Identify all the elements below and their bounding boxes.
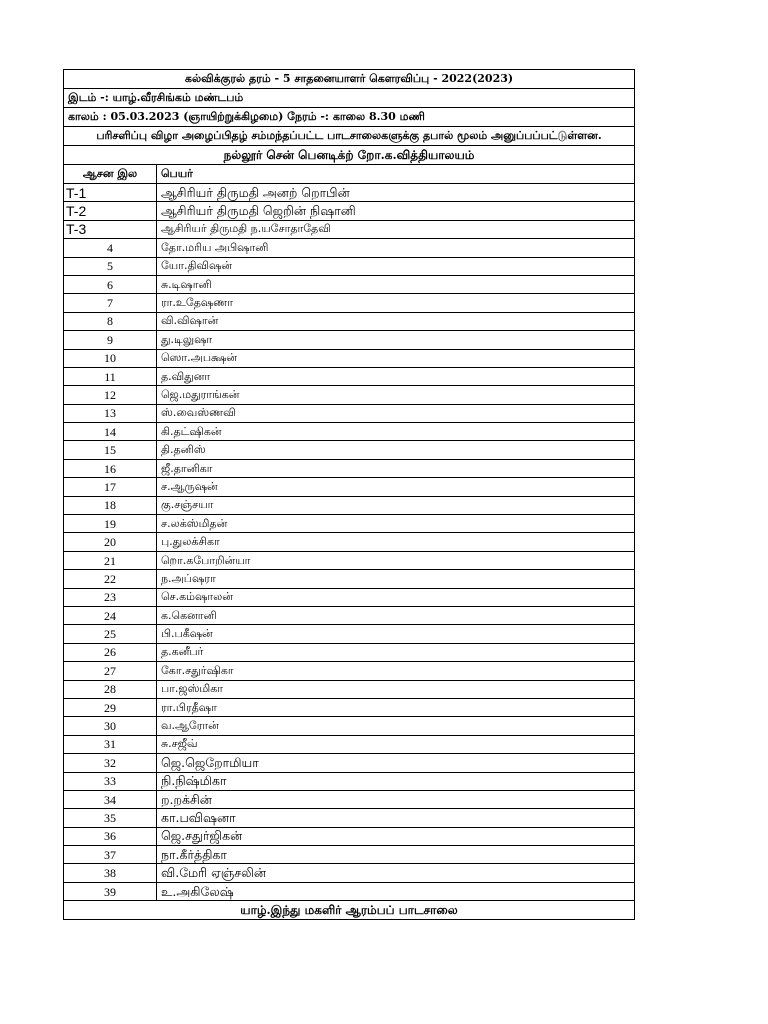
seat-number-cell: 38 <box>64 864 157 882</box>
seat-number-cell: 20 <box>64 533 157 551</box>
table-row <box>64 275 635 293</box>
table-row <box>64 496 635 514</box>
seat-number-cell: 18 <box>64 496 157 514</box>
student-name-cell: ஆசிரியர் திருமதி ஜெறின் நிஷானி <box>157 202 635 220</box>
student-name-cell: சு.டிஷானி <box>157 275 635 293</box>
student-name-cell: ஜெ.மதுராங்கன் <box>157 386 635 404</box>
student-name-cell: வி.விஷான் <box>157 312 635 330</box>
seat-number-cell: 39 <box>64 882 157 900</box>
next-school-heading: யாழ்.இந்து மகளிர் ஆரம்பப் பாடசாலை <box>64 901 635 920</box>
student-name-cell: கா.பவிஷனா <box>157 809 635 827</box>
seat-number-cell: 25 <box>64 625 157 643</box>
seat-number-cell: 12 <box>64 386 157 404</box>
table-row <box>64 551 635 569</box>
table-row <box>64 662 635 680</box>
student-name-cell: நி.நிஷ்மிகா <box>157 772 635 790</box>
seat-number-cell: 21 <box>64 551 157 569</box>
student-name-cell: ச.லக்ஸ்மிதன் <box>157 515 635 533</box>
document-title: கல்விக்குரல் தரம் - 5 சாதனையாளர் கௌரவிப்பு - 2022(2023) <box>64 70 635 89</box>
student-name-cell: ஸொ.அபக்ஷன் <box>157 349 635 367</box>
seat-number-cell: 36 <box>64 827 157 845</box>
award-seating-table <box>63 69 635 920</box>
table-row <box>64 735 635 753</box>
seat-number-cell: T-1 <box>64 184 157 202</box>
student-name-cell: கு.சஞ்சயா <box>157 496 635 514</box>
student-name-cell: கோ.சதுர்ஷிகா <box>157 662 635 680</box>
student-name-cell: தி.தனிஸ் <box>157 441 635 459</box>
seat-number-cell: 30 <box>64 717 157 735</box>
seat-number-cell: 29 <box>64 698 157 716</box>
table-row <box>64 515 635 533</box>
table-row <box>64 643 635 661</box>
datetime-text: காலம் : 05.03.2023 (ஞாயிற்றுக்கிழமை) நேரம் -: காலை 8.30 மணி <box>64 108 635 127</box>
seat-number-cell: 5 <box>64 257 157 275</box>
table-row <box>64 846 635 864</box>
seat-number-cell: 13 <box>64 404 157 422</box>
seat-number-cell: 15 <box>64 441 157 459</box>
student-name-cell: த.கனீபர் <box>157 643 635 661</box>
table-row <box>64 809 635 827</box>
seat-number-cell: 14 <box>64 423 157 441</box>
table-row <box>64 478 635 496</box>
table-row <box>64 220 635 238</box>
table-row <box>64 423 635 441</box>
table-row <box>64 570 635 588</box>
table-row <box>64 772 635 790</box>
venue-text: இடம் -: யாழ்.வீரசிங்கம் மண்டபம் <box>64 89 635 108</box>
notice-row <box>64 127 635 146</box>
table-row <box>64 827 635 845</box>
seat-number-cell: 23 <box>64 588 157 606</box>
seat-number-cell: 34 <box>64 790 157 808</box>
seat-number-cell: 27 <box>64 662 157 680</box>
seat-number-cell: T-3 <box>64 220 157 238</box>
seat-number-cell: 33 <box>64 772 157 790</box>
table-body <box>64 70 635 920</box>
student-name-cell: பா.ஜஸ்மிகா <box>157 680 635 698</box>
student-name-cell: றொ.கபோறின்யா <box>157 551 635 569</box>
student-name-cell: நா.கீர்த்திகா <box>157 846 635 864</box>
table-row <box>64 349 635 367</box>
table-row <box>64 331 635 349</box>
table-row <box>64 312 635 330</box>
student-name-cell: ஸ்.வைஸ்ணவி <box>157 404 635 422</box>
table-row <box>64 790 635 808</box>
student-name-cell: ஆசிரியர் திருமதி ந.யசோதாதேவி <box>157 220 635 238</box>
seat-number-cell: 31 <box>64 735 157 753</box>
student-name-cell: த.விதுனா <box>157 367 635 385</box>
school-heading: நல்லூர் சென் பெனடிக்ற் றோ.க.வித்தியாலயம் <box>64 146 635 165</box>
table-row <box>64 717 635 735</box>
student-name-cell: பி.பகீஷன் <box>157 625 635 643</box>
notice-text: பரிசளிப்பு விழா அழைப்பிதழ் சம்மந்தப்பட்ட பாடசாலைகளுக்கு தபால் மூலம் அனுப்பப்பட்டுள்ளன. <box>64 127 635 146</box>
table-row <box>64 367 635 385</box>
table-row <box>64 202 635 220</box>
table-row <box>64 533 635 551</box>
student-name-cell: ரா.பிரதீஷா <box>157 698 635 716</box>
table-row <box>64 404 635 422</box>
student-name-cell: ச.ஆருஷன் <box>157 478 635 496</box>
student-name-cell: ஜீ.தானிகா <box>157 459 635 477</box>
seat-number-cell: 28 <box>64 680 157 698</box>
table-row <box>64 698 635 716</box>
seat-number-cell: 4 <box>64 239 157 257</box>
table-row <box>64 239 635 257</box>
student-name-cell: ற.றக்சின் <box>157 790 635 808</box>
table-row <box>64 680 635 698</box>
student-name-cell: ஆசிரியர் திருமதி அனற் றொபின் <box>157 184 635 202</box>
student-name-cell: உ.அகிலேஷ் <box>157 882 635 900</box>
seat-number-cell: 22 <box>64 570 157 588</box>
footer-row <box>64 901 635 920</box>
seat-number-cell: 35 <box>64 809 157 827</box>
student-name-cell: கி.தட்ஷிகன் <box>157 423 635 441</box>
seat-number-cell: 8 <box>64 312 157 330</box>
student-name-cell: வ.ஆரோன் <box>157 717 635 735</box>
student-name-cell: வி.மேரி ஏஞ்சலின் <box>157 864 635 882</box>
seat-number-cell: 24 <box>64 606 157 624</box>
student-name-cell: ந.அப்ஷரா <box>157 570 635 588</box>
seat-number-cell: 11 <box>64 367 157 385</box>
name-column-header: பெயர் <box>157 165 635 184</box>
student-name-cell: ஜெ.ஜெறோமியா <box>157 754 635 772</box>
title-row <box>64 70 635 89</box>
table-row <box>64 588 635 606</box>
datetime-row <box>64 108 635 127</box>
table-row <box>64 882 635 900</box>
table-row <box>64 754 635 772</box>
student-name-cell: சு.சஜீவ் <box>157 735 635 753</box>
seat-number-cell: 6 <box>64 275 157 293</box>
table-row <box>64 441 635 459</box>
student-name-cell: தோ.மரிய அபிஷானி <box>157 239 635 257</box>
student-name-cell: ரா.உதேஷணா <box>157 294 635 312</box>
seat-number-cell: 9 <box>64 331 157 349</box>
table-row <box>64 459 635 477</box>
seat-number-cell: 32 <box>64 754 157 772</box>
seat-number-cell: T-2 <box>64 202 157 220</box>
seat-number-cell: 10 <box>64 349 157 367</box>
seat-number-cell: 17 <box>64 478 157 496</box>
student-name-cell: து.டிலுஷா <box>157 331 635 349</box>
seat-number-cell: 7 <box>64 294 157 312</box>
table-row <box>64 864 635 882</box>
column-header-row <box>64 165 635 184</box>
table-row <box>64 184 635 202</box>
venue-row <box>64 89 635 108</box>
table-row <box>64 625 635 643</box>
table-row <box>64 386 635 404</box>
seat-number-cell: 37 <box>64 846 157 864</box>
table-row <box>64 257 635 275</box>
student-name-cell: செ.கம்ஷாலன் <box>157 588 635 606</box>
student-name-cell: க.கெனானி <box>157 606 635 624</box>
student-name-cell: யோ.திவிஷன் <box>157 257 635 275</box>
seat-number-cell: 16 <box>64 459 157 477</box>
student-name-cell: பு.துலக்சிகா <box>157 533 635 551</box>
seat-column-header: ஆசன இல <box>64 165 157 184</box>
seat-number-cell: 19 <box>64 515 157 533</box>
student-name-cell: ஜெ.சதுர்ஜிகன் <box>157 827 635 845</box>
seat-number-cell: 26 <box>64 643 157 661</box>
table-row <box>64 294 635 312</box>
school-row <box>64 146 635 165</box>
table-row <box>64 606 635 624</box>
